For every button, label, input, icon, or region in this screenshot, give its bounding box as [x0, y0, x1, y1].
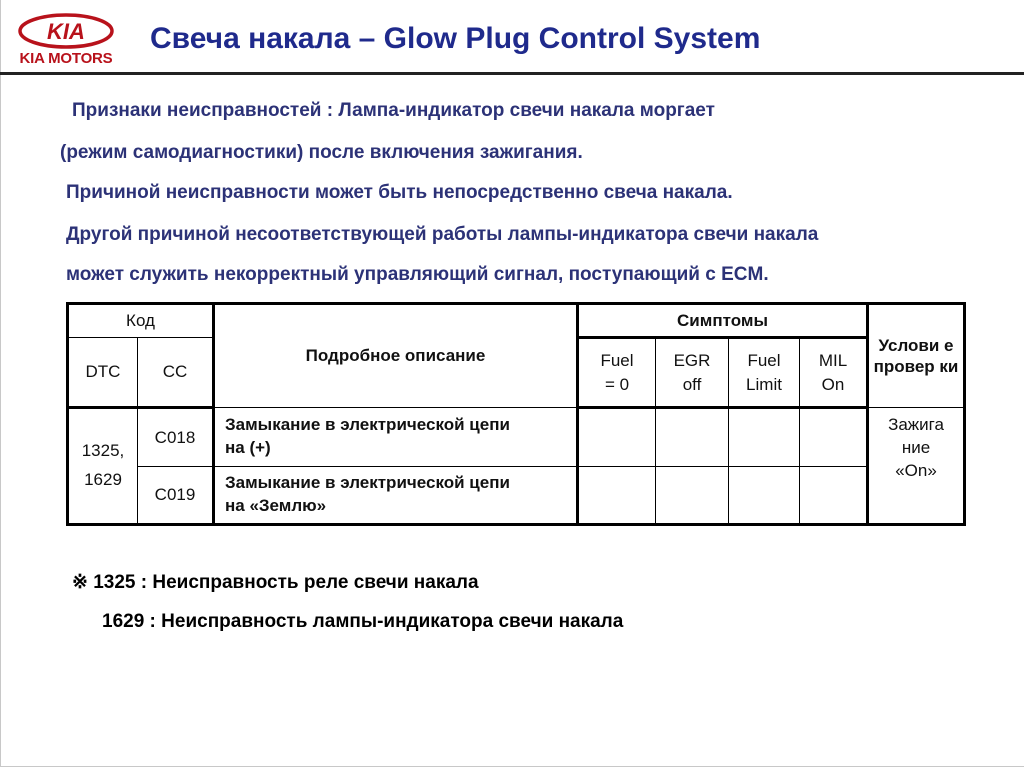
- header-cc: CC: [138, 338, 214, 408]
- row-fuel0-cell: [578, 466, 656, 524]
- header-dtc: DTC: [68, 338, 138, 408]
- intro-line-4: Другой причиной несоответствующей работы лампы-индикатора свечи накала: [66, 224, 819, 245]
- intro-line-3: Причиной неисправности может быть непосредственно свеча накала.: [66, 182, 733, 203]
- intro-line-2: (режим самодиагностики) после включения зажигания.: [60, 142, 583, 163]
- row-cc: C019: [138, 466, 214, 524]
- row-cc: C018: [138, 408, 214, 466]
- title-divider: [0, 72, 1024, 75]
- header-egr-off: EGR off: [656, 338, 729, 408]
- kia-oval-icon: [16, 12, 116, 50]
- header-description: Подробное описание: [214, 304, 578, 408]
- kia-logo: [10, 12, 122, 72]
- row-condition: Зажига ние «On»: [868, 408, 965, 525]
- intro-line-5: может служить некорректный управляющий сигнал, поступающий с ECM.: [66, 264, 769, 285]
- row-egr-off-cell: [656, 408, 729, 466]
- header-fuel0: Fuel = 0: [578, 338, 656, 408]
- svg-text:KIA: KIA: [47, 19, 85, 44]
- dtc-table: [66, 302, 966, 526]
- page-title: Свеча накала – Glow Plug Control System: [150, 22, 761, 55]
- row-mil-on-cell: [800, 466, 868, 524]
- header-code: Код: [68, 304, 214, 338]
- header-check-condition: Услови е провер ки: [868, 304, 965, 408]
- note-line-2: 1629 : Неисправность лампы-индикатора свечи накала: [102, 611, 624, 632]
- row-description: Замыкание в электрической цепи на (+): [214, 408, 578, 466]
- row-dtc: 1325, 1629: [68, 408, 138, 525]
- table-row: [68, 408, 965, 466]
- note-line-1: ※ 1325 : Неисправность реле свечи накала: [72, 572, 479, 593]
- logo-text: KIA MOTORS: [19, 50, 113, 67]
- intro-line-1: Признаки неисправностей : Лампа-индикатор свечи накала моргает: [72, 100, 715, 121]
- row-fuel-limit-cell: [729, 466, 800, 524]
- header-fuel-limit: Fuel Limit: [729, 338, 800, 408]
- row-egr-off-cell: [656, 466, 729, 524]
- header-mil-on: MIL On: [800, 338, 868, 408]
- row-description: Замыкание в электрической цепи на «Землю»: [214, 466, 578, 524]
- header-symptoms: Симптомы: [578, 304, 868, 338]
- row-fuel-limit-cell: [729, 408, 800, 466]
- row-fuel0-cell: [578, 408, 656, 466]
- table-row: [68, 466, 965, 524]
- row-mil-on-cell: [800, 408, 868, 466]
